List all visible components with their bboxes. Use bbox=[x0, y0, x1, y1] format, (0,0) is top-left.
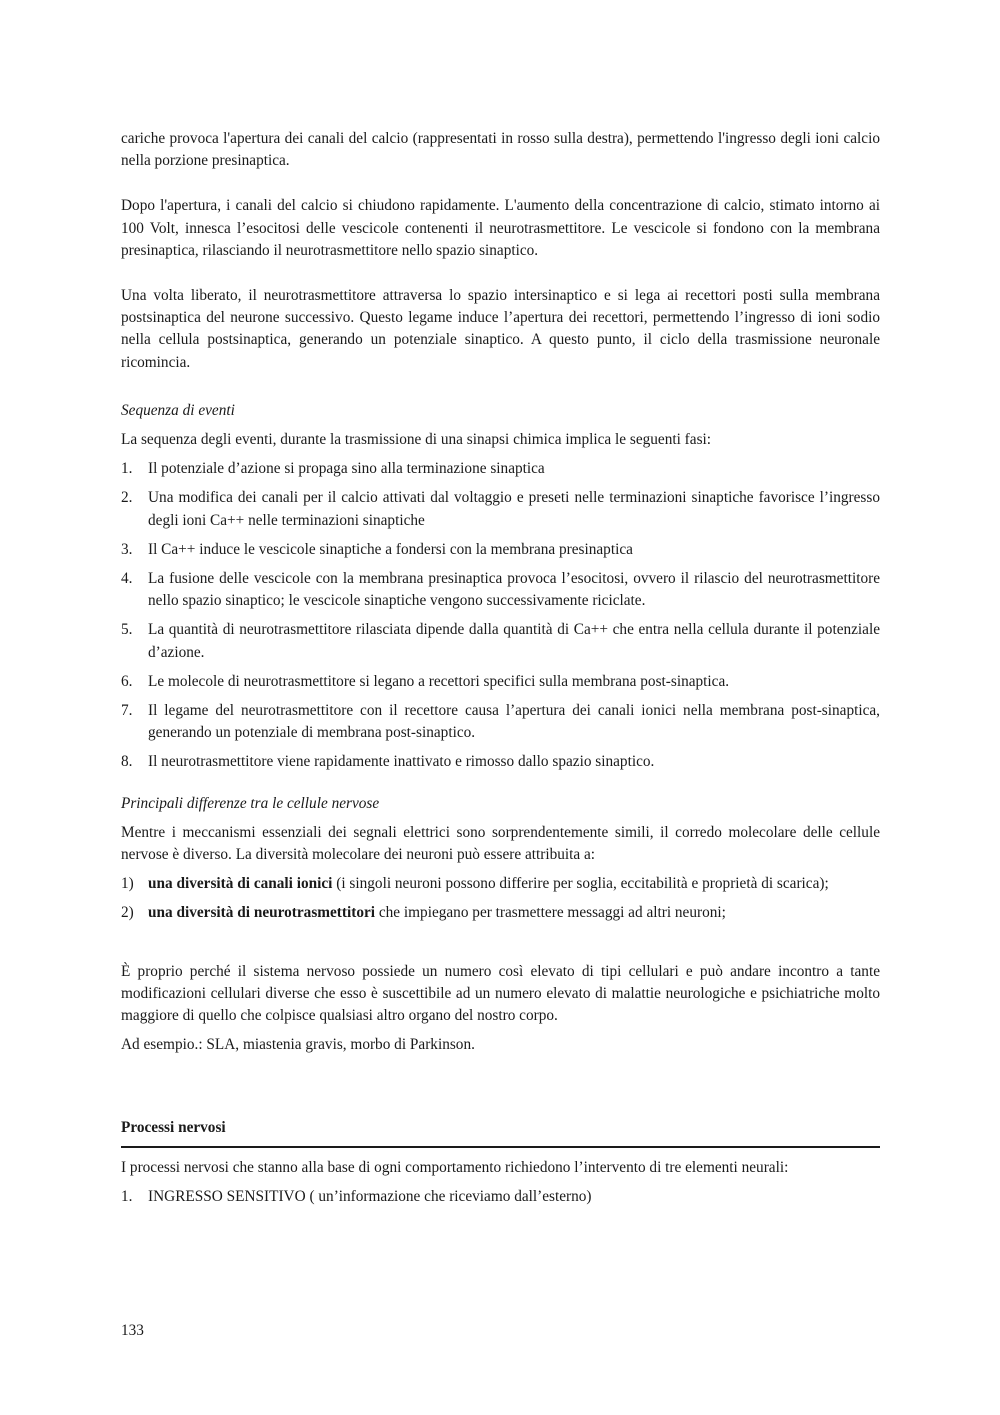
list-number: 7. bbox=[121, 702, 133, 720]
processes-intro: I processi nervosi che stanno alla base di ogni comportamento richiedono l’intervento di tre elementi neurali: bbox=[121, 1158, 789, 1176]
list-item bbox=[121, 539, 880, 561]
events-list bbox=[121, 458, 880, 773]
list-item-text: Il legame del neurotrasmettitore con il recettore causa l’apertura dei canali ionici nella membrana post-sinaptica, generando un potenziale di membrana post-sinaptico. bbox=[148, 702, 880, 742]
list-number: 1. bbox=[121, 1187, 133, 1205]
list-item bbox=[121, 619, 880, 663]
list-number: 2) bbox=[121, 904, 134, 922]
list-number: 3. bbox=[121, 540, 133, 558]
list-number: 5. bbox=[121, 621, 133, 639]
list-item bbox=[121, 568, 880, 612]
list-item bbox=[121, 700, 880, 744]
list-number: 6. bbox=[121, 672, 133, 690]
events-heading: Sequenza di eventi bbox=[121, 401, 235, 419]
list-number: 2. bbox=[121, 489, 133, 507]
list-item-text: Le molecole di neurotrasmettitore si legano a recettori specifici sulla membrana post-sinaptica. bbox=[148, 672, 730, 690]
processes-list bbox=[121, 1186, 880, 1208]
list-item-text: (i singoli neuroni possono differire per soglia, eccitabilità e proprietà di scarica); bbox=[332, 875, 829, 893]
list-number: 1. bbox=[121, 460, 133, 478]
list-number: 4. bbox=[121, 570, 133, 588]
list-item bbox=[121, 487, 880, 531]
differences-heading: Principali differenze tra le cellule nervose bbox=[121, 794, 380, 812]
list-item-bold: una diversità di canali ionici bbox=[148, 875, 333, 893]
section-title: Processi nervosi bbox=[121, 1117, 880, 1148]
differences-list bbox=[121, 873, 880, 924]
paragraph-postsynaptic: Una volta liberato, il neurotrasmettitore attraversa lo spazio intersinaptico e si lega ai recettori posti sulla membrana postsinaptica del neurone successivo. Questo legame induce l’apertura dei recettori, permettendo l’ingresso di ioni sodio nella cellula postsinaptica, generando un potenziale sinaptico. A questo punto, il ciclo della trasmissione neuronale ricomincia. bbox=[121, 287, 880, 371]
list-item-text: La fusione delle vescicole con la membrana presinaptica provoca l’esocitosi, ovvero il rilascio del neurotrasmettitore nello spazio sinaptico; le vescicole sinaptiche vengono successivamente riciclate. bbox=[148, 570, 880, 610]
paragraph-exocytosis: Dopo l'apertura, i canali del calcio si chiudono rapidamente. L'aumento della concentrazione di calcio, stimato intorno ai 100 Volt, innesca l’esocitosi delle vescicole contenenti il neurotrasmettitore. Le vescicole si fondono con la membrana presinaptica, rilasciando il neurotrasmettitore nello spazio sinaptico. bbox=[121, 197, 880, 259]
list-item bbox=[121, 1186, 880, 1208]
list-item-text: Il neurotrasmettitore viene rapidamente inattivato e rimosso dallo spazio sinaptico. bbox=[148, 753, 655, 771]
differences-example: Ad esempio.: SLA, miastenia gravis, morbo di Parkinson. bbox=[121, 1036, 475, 1054]
list-item-text: che impiegano per trasmettere messaggi ad altri neuroni; bbox=[375, 904, 726, 922]
list-item bbox=[121, 751, 880, 773]
list-item-bold: una diversità di neurotrasmettitori bbox=[148, 904, 376, 922]
list-item bbox=[121, 902, 880, 924]
list-item-text: Il potenziale d’azione si propaga sino alla terminazione sinaptica bbox=[148, 460, 545, 478]
list-item-text: La quantità di neurotrasmettitore rilasciata dipende dalla quantità di Ca++ che entra nella cellula durante il potenziale d’azione. bbox=[148, 621, 880, 661]
paragraph-calcium-channels: cariche provoca l'apertura dei canali del calcio (rappresentati in rosso sulla destra), permettendo l'ingresso degli ioni calcio nella porzione presinaptica. bbox=[121, 130, 880, 170]
document-page bbox=[121, 128, 880, 1215]
list-item bbox=[121, 873, 880, 895]
list-number: 8. bbox=[121, 753, 133, 771]
list-item bbox=[121, 671, 880, 693]
list-number: 1) bbox=[121, 875, 134, 893]
page-number: 133 bbox=[121, 1322, 144, 1339]
events-intro: La sequenza degli eventi, durante la trasmissione di una sinapsi chimica implica le seguenti fasi: bbox=[121, 431, 712, 449]
list-item-text: Il Ca++ induce le vescicole sinaptiche a fondersi con la membrana presinaptica bbox=[148, 540, 633, 558]
list-item-text: Una modifica dei canali per il calcio attivati dal voltaggio e preseti nelle terminazioni sinaptiche favorisce l’ingresso degli ioni Ca++ nelle terminazioni sinaptiche bbox=[148, 489, 880, 529]
list-item bbox=[121, 458, 880, 480]
differences-intro: Mentre i meccanismi essenziali dei segnali elettrici sono sorprendentemente simili, il corredo molecolare delle cellule nervose è diverso. La diversità molecolare dei neuroni può essere attribuita a: bbox=[121, 823, 880, 864]
differences-conclusion: È proprio perché il sistema nervoso possiede un numero così elevato di tipi cellulari e può andare incontro a tante modificazioni cellulari diverse che esso è suscettibile ad un numero elevato di malattie neurologiche e psichiatriche molto maggiore di quello che colpisce qualsiasi altro organo del nostro corpo. bbox=[121, 962, 880, 1025]
list-item-text: INGRESSO SENSITIVO ( un’informazione che riceviamo dall’esterno) bbox=[148, 1187, 592, 1205]
